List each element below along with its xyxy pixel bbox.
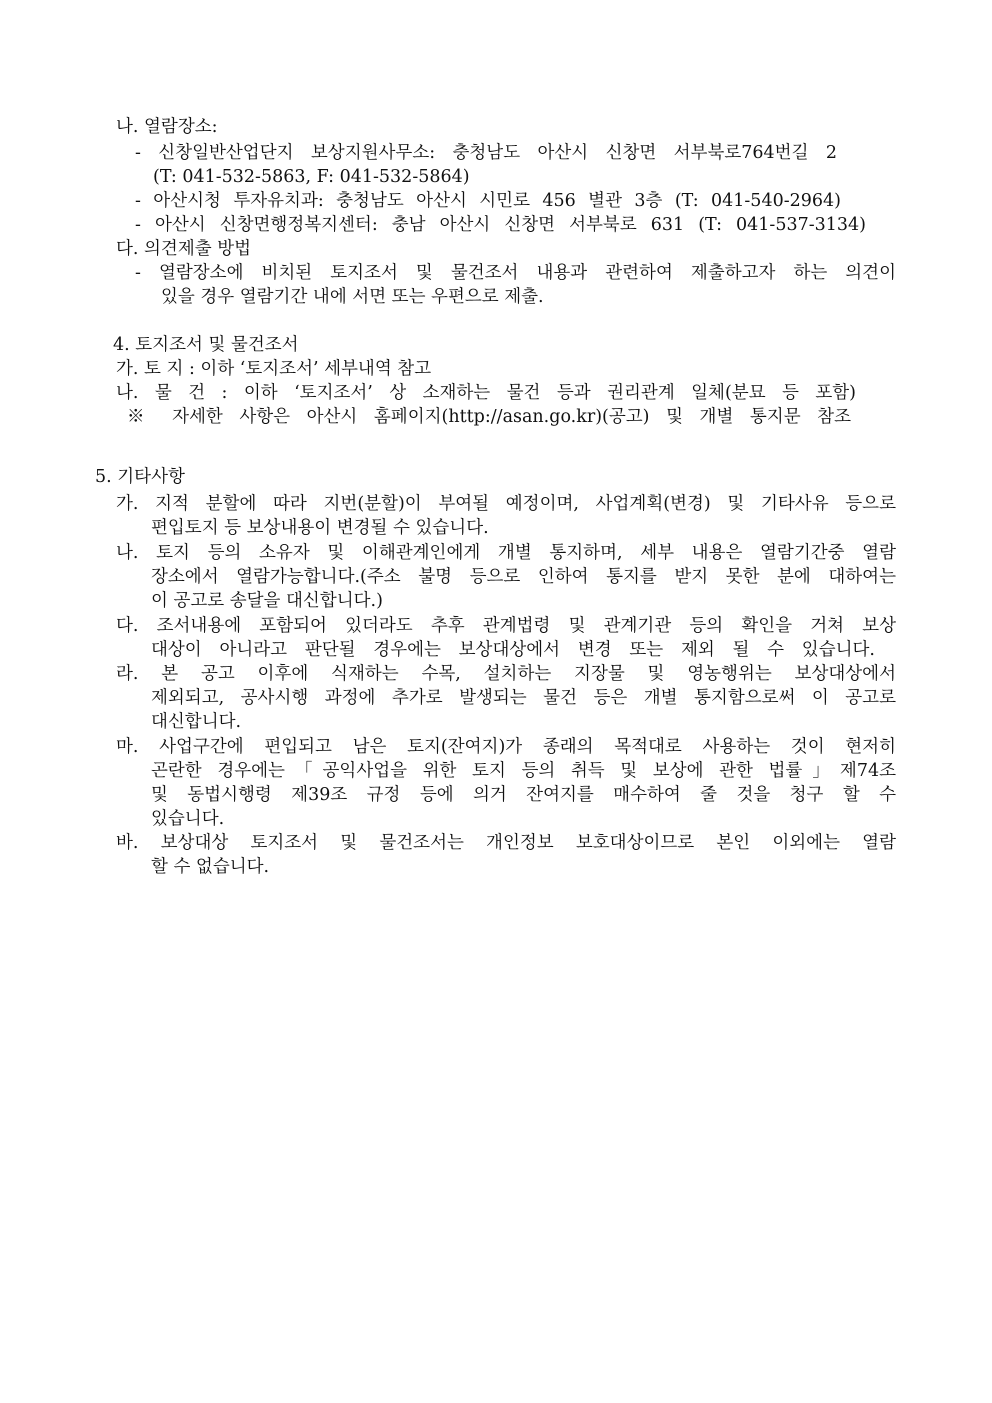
- section-5-da-line-1: 다. 조서내용에 포함되어 있더라도 추후 관계법령 및 관계기관 등의 확인을 거쳐 보상: [116, 616, 896, 636]
- section-5-ma-line-2: 곤란한 경우에는「공익사업을 위한 토지 등의 취득 및 보상에 관한 법률」제74조: [151, 761, 896, 781]
- section-5-ra-line-3: 대신합니다.: [151, 712, 242, 732]
- section-4-heading: 4. 토지조서 및 물건조서: [113, 335, 299, 355]
- opinion-submission-heading: 다. 의견제출 방법: [116, 239, 252, 259]
- section-5-ma-line-4: 있습니다.: [151, 809, 225, 829]
- section-4-land: 가. 토 지 : 이하 ‘토지조서’ 세부내역 참고: [116, 359, 432, 379]
- section-5-ba-line-2: 할 수 없습니다.: [151, 857, 270, 877]
- opinion-submission-line-1: - 열람장소에 비치된 토지조서 및 물건조서 내용과 관련하여 제출하고자 하는 의견이: [135, 263, 896, 283]
- section-5-na-line-2: 장소에서 열람가능합니다.(주소 불명 등으로 인하여 통지를 받지 못한 분에 대하여는: [151, 567, 896, 587]
- section-5-na-line-3: 이 공고로 송달을 대신합니다.): [151, 591, 383, 611]
- section-5-da-line-2: 대상이 아니라고 판단될 경우에는 보상대상에서 변경 또는 제외 될 수 있습니다.: [151, 640, 875, 660]
- section-5-ga-line-1: 가. 지적 분할에 따라 지번(분할)이 부여될 예정이며, 사업계획(변경) 및 기타사유 등으로: [116, 494, 896, 514]
- viewing-place-2: - 아산시청 투자유치과: 충청남도 아산시 시민로 456 별관 3층 (T: 041-540-2964): [135, 191, 841, 211]
- section-5-ma-line-3: 및 동법시행령 제39조 규정 등에 의거 잔여지를 매수하여 줄 것을 청구 할 수: [151, 785, 896, 805]
- section-5-heading: 5. 기타사항: [95, 467, 185, 487]
- section-5-ba-line-1: 바. 보상대상 토지조서 및 물건조서는 개인정보 보호대상이므로 본인 이외에는 열람: [116, 833, 896, 853]
- section-5-ga-line-2: 편입토지 등 보상내용이 변경될 수 있습니다.: [151, 518, 489, 538]
- viewing-place-heading: 나. 열람장소:: [116, 117, 218, 137]
- section-5-na-line-1: 나. 토지 등의 소유자 및 이해관계인에게 개별 통지하며, 세부 내용은 열람기간중 열람: [116, 543, 896, 563]
- viewing-place-1-line-2: (T: 041-532-5863, F: 041-532-5864): [153, 167, 470, 187]
- section-5-ra-line-1: 라. 본 공고 이후에 식재하는 수목, 설치하는 지장물 및 영농행위는 보상대상에서: [116, 664, 896, 684]
- section-5-ma-line-1: 마. 사업구간에 편입되고 남은 토지(잔여지)가 종래의 목적대로 사용하는 것이 현저히: [116, 737, 896, 757]
- section-4-goods: 나. 물 건 : 이하 ‘토지조서’ 상 소재하는 물건 등과 권리관계 일체(분묘 등 포함): [116, 383, 856, 403]
- opinion-submission-line-2: 있을 경우 열람기간 내에 서면 또는 우편으로 제출.: [161, 287, 544, 307]
- section-5-ra-line-2: 제외되고, 공사시행 과정에 추가로 발생되는 물건 등은 개별 통지함으로써 이 공고로: [151, 688, 896, 708]
- viewing-place-1-line-1: - 신창일반산업단지 보상지원사무소: 충청남도 아산시 신창면 서부북로764번길 2: [135, 143, 837, 163]
- section-4-note: ※ 자세한 사항은 아산시 홈페이지(http://asan.go.kr)(공고) 및 개별 통지문 참조: [127, 407, 851, 427]
- viewing-place-3: - 아산시 신창면행정복지센터: 충남 아산시 신창면 서부북로 631 (T: 041-537-3134): [135, 215, 866, 235]
